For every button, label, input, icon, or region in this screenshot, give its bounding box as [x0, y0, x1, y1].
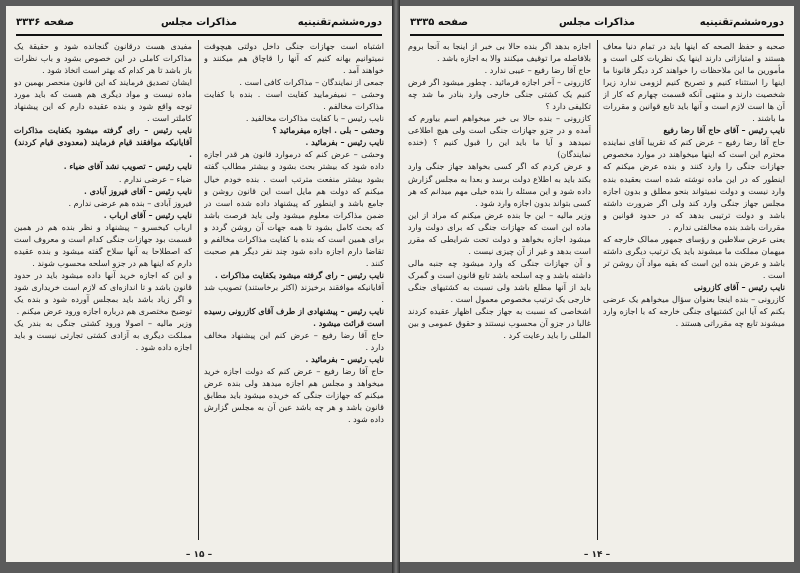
transcript-paragraph: فیروز آبادی – بنده هم عرضی ندارم . [68, 197, 192, 208]
transcript-paragraph: وزیر مالیه – اصولا ورود کشتی جنگی به بندر یک مملکت دیگری به آزادی کشتی تجارتی نیست و باید اجازه داده شود . [14, 318, 192, 353]
left-header-title: مذاکرات مجلس [160, 17, 238, 28]
right-page-header [410, 14, 784, 36]
speaker-line: نایب رئیس – پیشنهادی از طرف آقای کازرونی رسیده است قرائت میشود . [204, 306, 384, 329]
speaker-line: نایب رئیس – آقای کازرونی [693, 281, 785, 292]
transcript-paragraph: وحشی – عرض کنم که درموارد قانون هر قدر اجازه داده شود که بیشتر بحث بشود و بیشتر مطالب گفته بشود بیشتر منفعت مترتب است . بنده خودم خیال میکنم که دولت هم مایل است این قانون روشن و جامع باشد و اینطور که پیشنهاد داده شده است در ضمن مذاکرات معلوم میشود ولی باید فرصت باشد که بحث کامل بشود تا همه جهات آن روشن گردد و برای همین است که بنده با کفایت مذاکرات مخالفم و تقاضا دارم اجازه داده شود چند نفر دیگر هم صحبت کنند . [204, 149, 384, 268]
transcript-paragraph: حاج آقا رضا رفیع – عرض کنم این پیشنهاد مخالف دارد . [204, 330, 384, 353]
transcript-paragraph: مفیدی هست درقانون گنجانده شود و حقیقة یک مذاکرات کاملی در این خصوص بشود و باب نظرات باز باشد تا هر کدام که بهتر است اتخاذ شود . [14, 41, 192, 76]
left-page-column-divider [198, 40, 199, 540]
right-header-page-number: صفحه ۳۳۳۵ [410, 17, 469, 28]
speaker-line: نایب رئیس – رای گرفته میشود بکفایت مذاکرات . [215, 269, 384, 280]
transcript-paragraph: حاج آقا رضا رفیع – عرض کنم که تقریبا آقای نماینده محترم این است که اینها میخواهند در موارد مخصوص جهازات جنگی را وارد کنند و بنده عرض میکنم که اینطور که در این ماده نوشته شده است بعقیده بنده وارد نیست و دولت نمیتواند بنحو مطلق و بدون اجازه مجلس جهاز جنگی وارد کند ولی اگر ضرورت داشته باشد و دولت ترتیبی بدهد که در حدود قوانین و مقررات باشد بنده مخالفتی ندارم . [603, 137, 785, 232]
speaker-line: نایب رئیس – رای گرفته میشود بکفایت مذاکرات آقایانیکه موافقند قیام فرمایند (معدودی قیام کردند) . [14, 125, 192, 160]
transcript-paragraph: کازرونی – آخر اجازه فرمائید . چطور میشود اگر فرض کنیم یک کشتی جنگی خارجی وارد بنادر ما شد چه تکلیفی دارد ؟ [408, 77, 591, 112]
left-page-footer: – ۱۵ – [185, 550, 213, 560]
speaker-line: نایب رئیس – تصویب نشد آقای ضیاء . [63, 161, 192, 172]
transcript-paragraph: یعنی عرض سلاطین و رؤسای جمهور ممالک خارجه که میهمان مملکت ما میشوند باید یک ترتیب دیگری داشته باشد و عرض بنده این است که بقیه مواد آن روشن تر است . [603, 233, 785, 280]
right-page-right-column [603, 40, 785, 544]
transcript-paragraph: و عرض کردم که اگر کسی بخواهد جهاز جنگی وارد بکند باید به اطلاع دولت برسد و بعدا به مجلس گزارش داده شود و این مسئله را بنده خیلی مهم میدانم که هر کسی بتواند بدون اجازه وارد شود . [408, 161, 591, 208]
speaker-line: نایب رئیس – بفرمائید . [305, 137, 384, 148]
speaker-line: نایب رئیس – بفرمائید . [305, 354, 384, 365]
left-header-session: دوره‌ششم‌تقنینیه [297, 17, 382, 28]
left-page-left-column [14, 40, 192, 544]
transcript-paragraph: وحشی – نمیفرمایید کفایت است . بنده با کفایت مذاکرات مخالفم . [204, 89, 384, 112]
right-page [400, 6, 794, 562]
left-header-page-number: صفحه ۳۳۳۶ [16, 17, 75, 28]
transcript-paragraph: ضیاء – عرضی ندارم . [118, 173, 192, 184]
speaker-line: نایب رئیس – آقای ارباب . [103, 209, 192, 220]
right-page-left-column [408, 40, 591, 544]
right-header-title: مذاکرات مجلس [558, 17, 636, 28]
right-page-footer: – ۱۴ – [583, 550, 611, 560]
transcript-paragraph: و این که اجازه خرید آنها داده میشود باید در حدود قانون باشد و تا اندازه‌ای که لازم است خریداری شود و اگر زیاد باشد باید بمجلس آورده شود و بنده یک توضیح مختصری هم درباره اجازه ورود عرض میکنم . [14, 269, 192, 317]
transcript-paragraph: وزیر مالیه – این جا بنده عرض میکنم که مراد از این ماده این است که جهازات جنگی که برای دولت وارد میشود اجازه بخواهد و دولت تحت شرایطی که مقرر است بدهد و غیر از آن چیزی نیست . [408, 209, 591, 256]
transcript-paragraph: ایشان تصدیق فرمایند که این قانون منحصر بهمین دو ماده نیست و مواد دیگری هم هست که باید مورد توجه واقع شود و بنده عقیده دارم که این پیشنهاد کاملتر است . [14, 77, 192, 124]
speaker-line: نایب رئیس – آقای حاج آقا رضا رفیع [663, 125, 785, 136]
right-page-column-divider [597, 40, 598, 540]
transcript-paragraph: و آن جهازات جنگی که وارد میشود چه جنبه مالی داشته باشد و چه اسلحه باشد تابع قانون است و گمرک باید از آنها مطلع باشد ولی نسبت به کشتیهای جنگی خارجی یک ترتیب مخصوص معمول است . [408, 257, 591, 304]
transcript-paragraph: اجازه بدهد اگر بنده حالا بی خبر از اینجا به آنجا بروم بلافاصله مرا توقیف میکنند والا به اجازه باشد . [408, 41, 591, 64]
transcript-paragraph: حاج آقا رضا رفیع – عرض کنم که دولت اجازه خرید میخواهد و مجلس هم اجازه میدهد ولی بنده عرض میکنم که جهازات جنگی که خریده میشود باید مطابق قانون باشد و هر چه باشد عین آن به مجلس گزارش داده شود . [204, 366, 384, 425]
transcript-paragraph: نایب رئیس – با کفایت مذاکرات مخالفید . [245, 113, 384, 124]
transcript-paragraph: آقایانیکه موافقند برخیزند (اکثر برخاستند) تصویب شد . [204, 281, 384, 304]
transcript-paragraph: صحبه و حفظ الصحه که اینها باید در تمام دنیا معاف هستند و امتیازاتی دارند اینها یک نظریات کلی است و مأمورین ما این ملاحظات را خواهند کرد دیگر قانونا ما اینها را استثناء کنیم و تصریح کنیم لزومی ندارد زیرا شخصیت دارند و منتهی آنکه قسمت چهارم که کار از آن ها است لازم است و آنها باید تابع قوانین و مقررات ما باشند . [603, 41, 785, 124]
left-page-header [16, 14, 382, 36]
transcript-paragraph: ارباب کیخسرو – پیشنهاد و نظر بنده هم در همین قسمت بود جهازات جنگی کدام است و معروف است که اصطلاحا به آنها سلاح گفته میشود و بنده عقیده دارم که اینها هم در جزو اسلحه محسوب شوند . [14, 221, 192, 268]
speaker-line: وحشی – بلی . اجازه میفرمائید ؟ [272, 125, 384, 136]
transcript-paragraph: اشتباه است جهازات جنگی داخل دولتی هیچوقت نمیتوانیم بهانه کنیم که آنها را قاچاق هم میکنند و خواهند آمد . [204, 41, 384, 76]
transcript-paragraph: کازرونی – بنده حالا بی خبر میخواهم اسم بیاورم که آمده و در جزو جهازات جنگی است ولی هیچ اطلاعی نمیدهد و آیا ما باید این را قبول کنیم ؟ (خنده نمایندگان) [408, 113, 591, 160]
left-page-right-column [204, 40, 384, 544]
transcript-paragraph: کازرونی – بنده اینجا بعنوان سؤال میخواهم یک عرضی بکنم که آیا این کشتیهای جنگی خارجه که با اجازه وارد میشوند تابع چه مقرراتی هستند . [603, 293, 785, 329]
left-page [6, 6, 392, 562]
transcript-paragraph: حاج آقا رضا رفیع – عیبی ندارد . [484, 65, 591, 76]
right-header-session: دوره‌ششم‌تقنینیه [699, 17, 784, 28]
transcript-paragraph: اشخاصی که نسبت به جهاز جنگی اظهار عقیده کردند غالبا در جزو آن محسوب نیستند و حقوق عمومی و بین المللی را باید رعایت کرد . [408, 306, 591, 341]
book-gutter [392, 0, 400, 573]
speaker-line: نایب رئیس – آقای فیروز آبادی . [83, 185, 192, 196]
transcript-paragraph: جمعی از نمایندگان – مذاکرات کافی است . [239, 77, 384, 88]
